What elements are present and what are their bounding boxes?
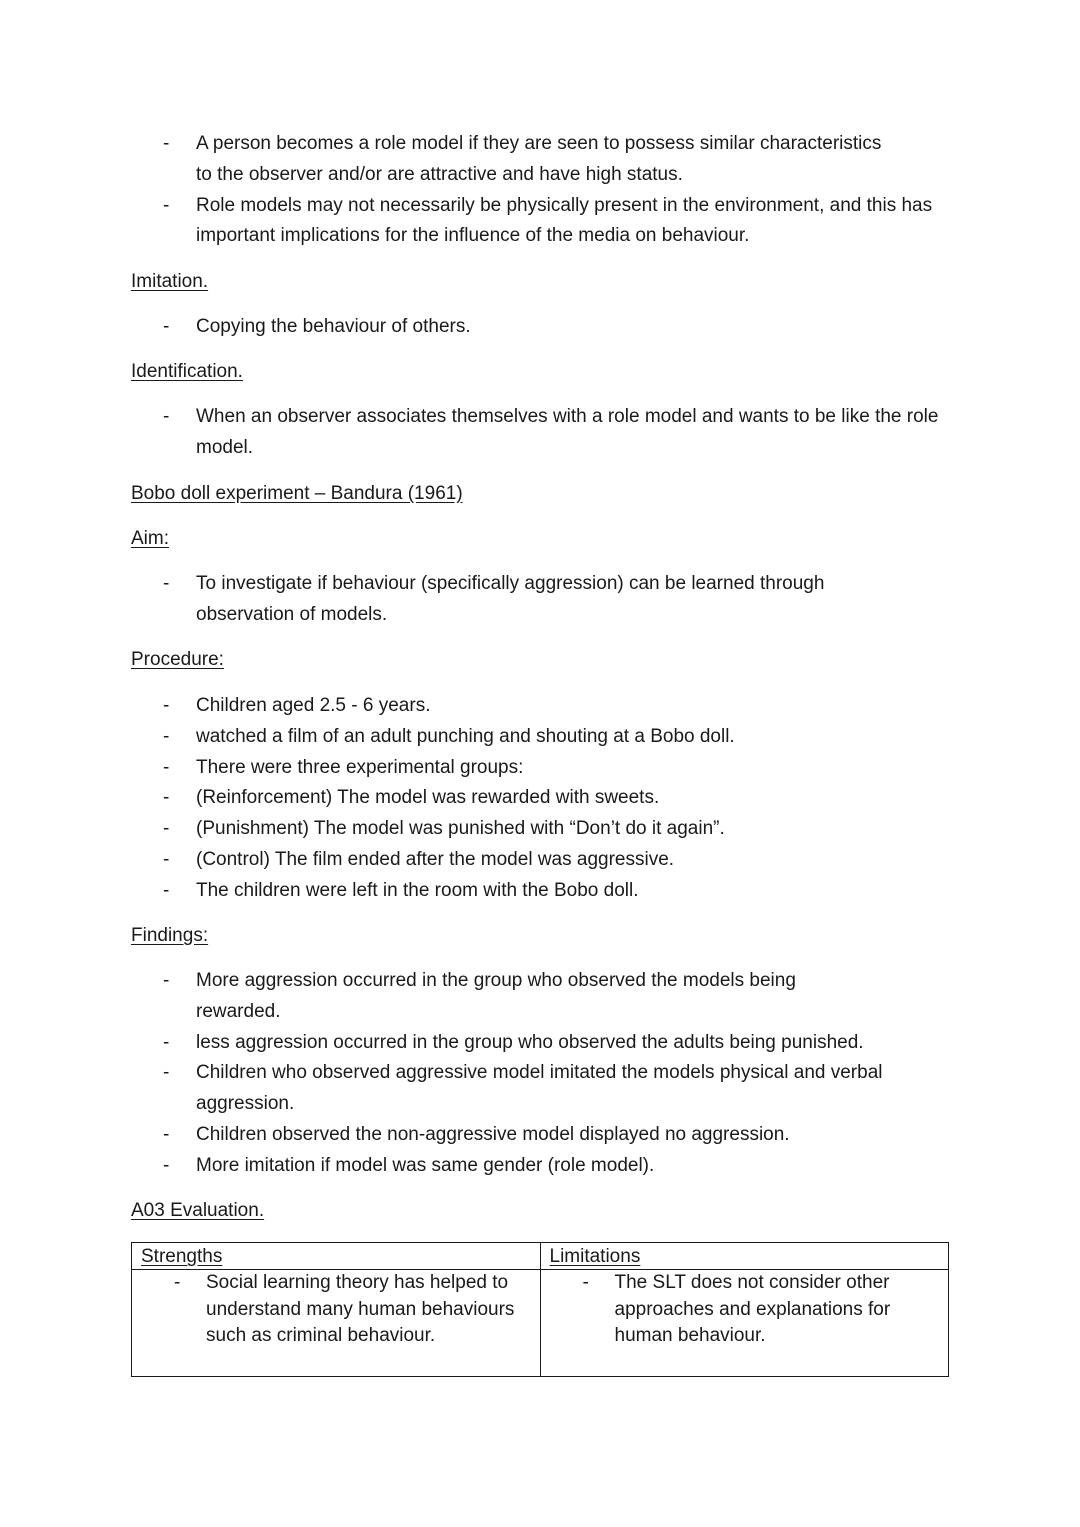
- bullet-text: More imitation if model was same gender (role model).: [196, 1154, 655, 1176]
- limitations-header: Limitations: [541, 1243, 949, 1270]
- evaluation-heading: A03 Evaluation.: [131, 1200, 265, 1221]
- strength-text: Social learning theory has helped to understand many human behaviours such as criminal behaviour.: [206, 1272, 515, 1346]
- dash-bullet: -: [163, 573, 170, 594]
- bullet-text: less aggression occurred in the group who observed the adults being punished.: [196, 1031, 864, 1053]
- dash-bullet: -: [163, 695, 170, 716]
- dash-bullet: -: [163, 756, 170, 778]
- dash-bullet: -: [163, 194, 170, 216]
- list-item: [131, 722, 951, 753]
- dash-bullet: -: [163, 879, 170, 901]
- aim-heading: Aim:: [131, 528, 169, 549]
- list-item: [131, 783, 951, 814]
- dash-bullet: -: [163, 1154, 170, 1176]
- list-item: [131, 402, 951, 464]
- dash-bullet: -: [163, 406, 170, 427]
- list-item: [131, 1151, 951, 1182]
- bullet-text: Children who observed aggressive model imitated the models physical and verbal aggression.: [196, 1062, 883, 1115]
- identification-heading: Identification.: [131, 361, 243, 382]
- intro-bullet-list: [131, 129, 951, 252]
- limitations-column: [540, 1243, 949, 1376]
- bullet-text: watched a film of an adult punching and shouting at a Bobo doll.: [196, 725, 735, 747]
- bullet-text: Copying the behaviour of others.: [196, 316, 471, 337]
- findings-heading: Findings:: [131, 925, 209, 946]
- experiment-title: Bobo doll experiment – Bandura (1961): [131, 483, 463, 504]
- list-item: [131, 569, 951, 631]
- identification-bullet-list: [131, 402, 951, 464]
- list-item: [131, 845, 951, 876]
- imitation-heading: Imitation.: [131, 271, 209, 292]
- list-item: [131, 876, 951, 907]
- limitation-text: The SLT does not consider other approaches and explanations for human behaviour.: [614, 1272, 891, 1346]
- dash-bullet: -: [163, 725, 170, 747]
- limitations-cell: [541, 1270, 949, 1350]
- findings-bullet-list: [131, 966, 951, 1182]
- dash-bullet: -: [163, 316, 170, 337]
- list-item: [131, 129, 951, 191]
- procedure-bullet-list: [131, 691, 951, 907]
- dash-bullet: -: [163, 818, 170, 840]
- list-item: [131, 753, 951, 784]
- bullet-text: When an observer associates themselves with a role model and wants to be like the role model.: [196, 406, 939, 458]
- bullet-text: (Punishment) The model was punished with “Don’t do it again”.: [196, 818, 725, 840]
- dash-bullet: -: [163, 848, 170, 870]
- list-item: [131, 1028, 951, 1059]
- bullet-text: Children observed the non-aggressive model displayed no aggression.: [196, 1123, 790, 1145]
- dash-bullet: -: [582, 1272, 589, 1293]
- dash-bullet: -: [163, 133, 170, 154]
- list-item: [131, 1058, 951, 1120]
- list-item: [131, 191, 951, 253]
- bullet-text: Children aged 2.5 - 6 years.: [196, 695, 431, 716]
- dash-bullet: -: [163, 1062, 170, 1084]
- dash-bullet: -: [163, 1031, 170, 1053]
- dash-bullet: -: [163, 970, 170, 991]
- procedure-heading: Procedure:: [131, 649, 224, 670]
- bullet-text: (Reinforcement) The model was rewarded with sweets.: [196, 787, 660, 809]
- strengths-cell: [132, 1270, 540, 1350]
- strengths-column: [132, 1243, 540, 1376]
- list-item: [131, 814, 951, 845]
- list-item: [131, 966, 951, 1028]
- strengths-header: Strengths: [132, 1243, 540, 1270]
- list-item: [131, 691, 951, 722]
- bullet-text: To investigate if behaviour (specifically aggression) can be learned through observation of models.: [196, 573, 825, 625]
- list-item: [131, 312, 951, 343]
- bullet-text: A person becomes a role model if they are seen to possess similar characteristics to the observer and/or are attractive and have high status.: [196, 133, 882, 185]
- bullet-text: (Control) The film ended after the model was aggressive.: [196, 848, 675, 870]
- dash-bullet: -: [163, 787, 170, 809]
- bullet-text: More aggression occurred in the group who observed the models being rewarded.: [196, 970, 796, 1022]
- dash-bullet: -: [163, 1123, 170, 1145]
- bullet-text: Role models may not necessarily be physically present in the environment, and this has important implications for the influence of the media on behaviour.: [196, 194, 933, 247]
- bullet-text: There were three experimental groups:: [196, 756, 524, 778]
- list-item: [131, 1120, 951, 1151]
- bullet-text: The children were left in the room with the Bobo doll.: [196, 879, 639, 901]
- dash-bullet: -: [174, 1272, 181, 1293]
- aim-bullet-list: [131, 569, 951, 631]
- imitation-bullet-list: [131, 312, 951, 343]
- evaluation-table: [131, 1242, 949, 1377]
